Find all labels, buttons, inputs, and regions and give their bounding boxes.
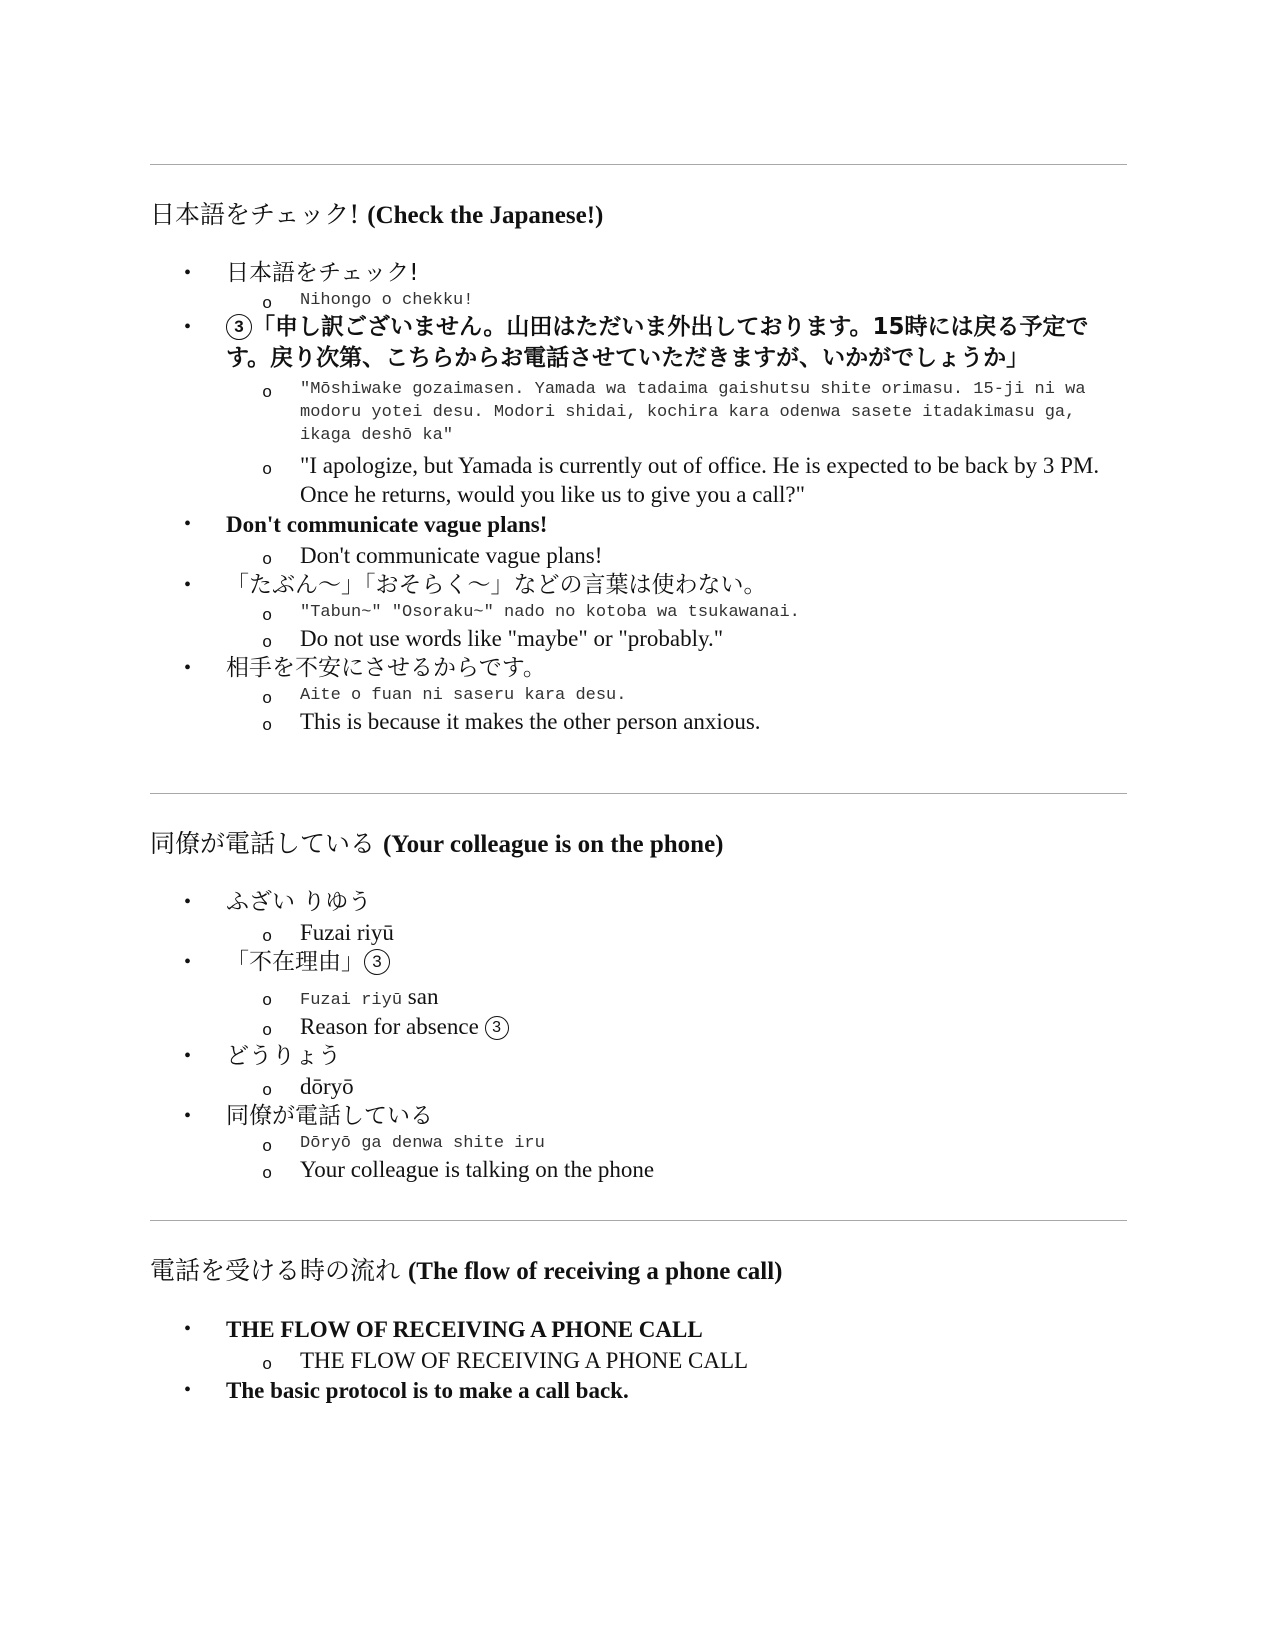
bullet-list [150,1314,1127,1407]
section-title-jp: 日本語をチェック! [150,200,360,229]
sub-list [226,684,1127,736]
sub-item [226,1012,1127,1041]
sub-item [226,918,1127,947]
sub-item [226,601,1127,624]
section-flow-receiving-call [150,1220,1127,1407]
romaji-text: Fuzai riyū [300,991,403,1010]
sub-item [226,378,1117,447]
list-item-text: Don't communicate vague plans! [226,512,548,537]
translation-text: o Your colleague is talking on the phone [300,1157,655,1182]
list-item-text: 「申し訳ございません。山田はただいま外出しております。15時には戻る予定です。戻り次第、こちらからお電話させていただきますが、いかがでしょうか」 [226,314,1089,371]
divider [150,1220,1127,1221]
sub-item [226,707,1127,736]
sub-list [226,378,1117,509]
translation-text: o Don't communicate vague plans! [300,543,603,568]
sub-list [226,1346,1127,1375]
romaji-text: o Aite o fuan ni saseru kara desu. [300,686,627,705]
list-item [150,570,1127,653]
sub-list [226,601,1127,653]
list-item [150,509,1127,570]
divider [150,164,1127,165]
sub-item [226,624,1127,653]
list-item-text: 日本語をチェック! [226,260,419,286]
bullet-list [150,887,1127,1184]
list-item-text: ふざい りゆう [226,889,372,915]
sub-list [226,1132,1127,1184]
sub-item [226,1072,1127,1101]
bullet-list [150,258,1127,736]
romaji-text: o "Mōshiwake gozaimasen. Yamada wa tadaima gaishutsu shite orimasu. 15-ji ni wa modoru yotei desu. Modori shidai, kochira kara odenwa sasete itadakimasu ga, ikaga deshō ka" [300,380,1086,445]
translation-text: o dōryō [300,1074,354,1099]
sub-item [226,1346,1127,1375]
list-item [150,1101,1127,1184]
section-title-jp: 電話を受ける時の流れ [150,1256,401,1285]
sub-item [226,1132,1127,1155]
list-item [150,887,1127,947]
section-title-en: (The flow of receiving a phone call) [407,1258,783,1285]
section-title-jp: 同僚が電話している [150,829,376,858]
list-item-text: どうりょう [226,1043,341,1069]
list-item-text: THE FLOW OF RECEIVING A PHONE CALL [226,1317,703,1342]
romaji-text: o Dōryō ga denwa shite iru [300,1134,545,1153]
list-item [150,258,1127,312]
translation-text: o THE FLOW OF RECEIVING A PHONE CALL [300,1348,749,1373]
list-item [150,1375,1127,1407]
sub-list [226,918,1127,947]
romaji-text: o Nihongo o chekku! [300,291,474,310]
list-item-text: 「不在理由」 [226,949,364,975]
section-colleague-on-phone [150,793,1127,1184]
list-item-text: 相手を不安にさせるからです。 [226,655,546,681]
section-check-japanese [150,164,1127,736]
circled-number-3: 3 [364,949,390,975]
sub-list [226,1072,1127,1101]
translation-text: o Do not use words like "maybe" or "probably." [300,626,724,651]
sub-item [226,982,1127,1012]
section-title [150,199,1127,232]
sub-item [226,289,1127,312]
list-item [150,653,1127,736]
section-title-en: (Your colleague is on the phone) [382,831,724,858]
list-item [150,947,1127,1041]
sub-list [226,541,1127,570]
translation-text: o "I apologize, but Yamada is currently out of office. He is expected to be back by 3 PM. Once he returns, would you like us to give you a call?" [300,453,1100,507]
list-item [150,312,1127,509]
sub-item [226,1155,1127,1184]
sub-item [226,541,1127,570]
circled-number-3: 3 [226,314,252,340]
sub-item [226,451,1117,509]
romaji-text: o "Tabun~" "Osoraku~" nado no kotoba wa tsukawanai. [300,603,800,622]
list-item-text: 同僚が電話している [226,1103,433,1129]
section-title [150,1255,1127,1288]
list-item-text: 「たぶん〜」「おそらく〜」などの言葉は使わない。 [226,572,767,598]
section-title-en: (Check the Japanese!) [367,202,604,229]
section-title [150,828,1127,861]
translation-text: o This is because it makes the other person anxious. [300,709,761,734]
divider [150,793,1127,794]
sub-item [226,684,1127,707]
sub-list [226,982,1127,1041]
list-item-text: The basic protocol is to make a call back. [226,1378,629,1403]
sub-list [226,289,1127,312]
romaji-suffix: san [407,984,439,1009]
circled-number-3: 3 [485,1016,509,1040]
list-item [150,1041,1127,1101]
translation-text: o Fuzai riyū [300,920,394,945]
translation-text: Reason for absence [300,1014,479,1039]
list-item [150,1314,1127,1375]
